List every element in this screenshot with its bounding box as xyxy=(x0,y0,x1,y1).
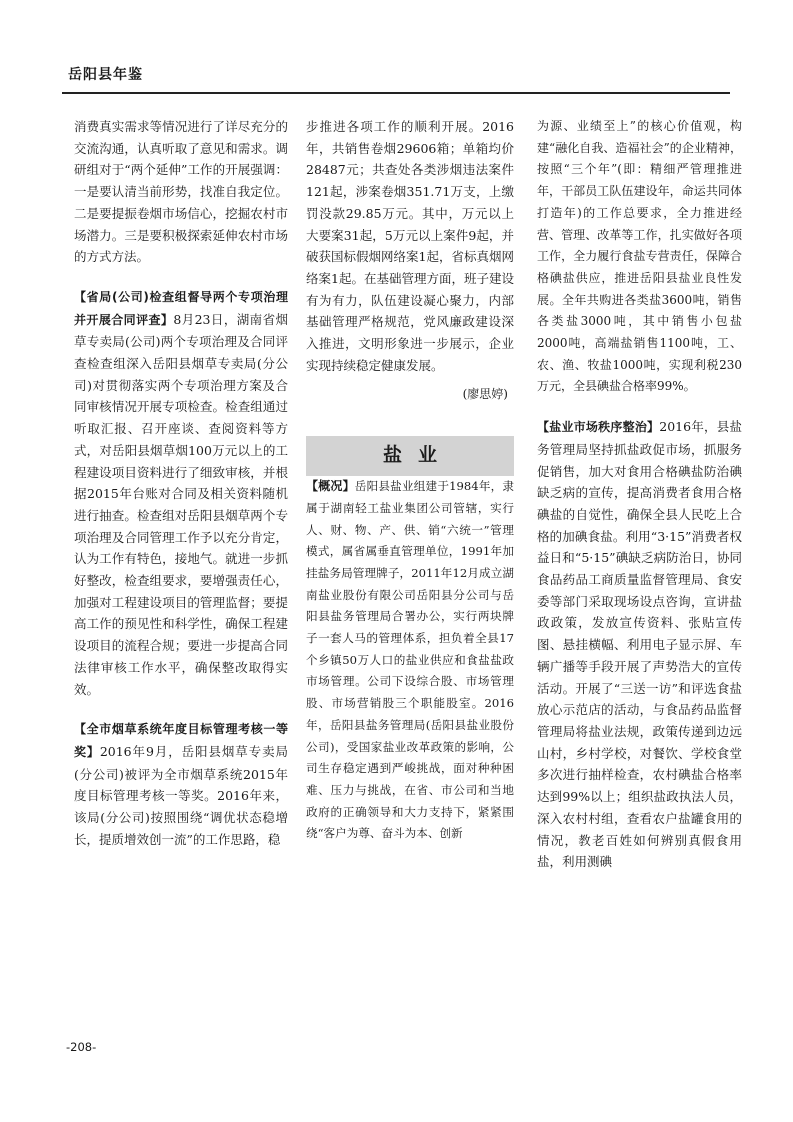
chapter-title: 盐业 xyxy=(382,444,453,467)
section-heading: 【省局(公司)检查组督导两个专项治理并开展合同评查】 xyxy=(74,289,288,327)
header-rule xyxy=(62,92,730,94)
running-header: 岳阳县年鉴 xyxy=(68,67,143,83)
paragraph: 为源、业绩至上”的核心价值观，构建“融化自我、造福社会”的企业精神，按照“三个年”(即：精细严管理推进年，干部员工队伍建设年，命运共同体打造年)的工作总要求，全力推进经营、管理、改革等工作，扎实做好各项工作，全力履行食盐专营责任，保障合格碘盐供应，推进岳阳县盐业良性发展。全年共购进各类盐3600吨，销售各类盐3000吨，其中销售小包盐2000吨，高端盐销售1100吨，工、农、渔、牧盐1000吨，实现利税230万元，全县碘盐合格率99%。 xyxy=(537,119,742,394)
chapter-banner xyxy=(306,436,514,476)
paragraph: 消费真实需求等情况进行了详尽充分的交流沟通，认真听取了意见和需求。调研组对于“两个延伸”工作的开展强调：一是要认清当前形势，找准自我定位。二是要提振卷烟市场信心，挖掘农村市场潜力。三是要积极探索延伸农村市场的方式方法。 xyxy=(74,119,288,265)
column-2 xyxy=(306,116,514,845)
section-award xyxy=(74,718,288,850)
author-credit: (廖思婷) xyxy=(462,387,508,402)
section-heading: 【盐业市场秩序整治】 xyxy=(537,420,660,435)
section-inspection xyxy=(74,286,288,700)
section-market-order xyxy=(537,416,742,873)
section-overview xyxy=(306,476,514,845)
section-body: 8月23日，湖南省烟草专卖局(公司)两个专项治理及合同评查检查组深入岳阳县烟草专卖局(分公司)对贯彻落实两个专项治理方案及合同审核情况开展专项检查。检查组通过听取汇报、召开座谈、查阅资料等方式，对岳阳县烟草烟100万元以上的工程建设项目资料进行了细致审核，并根据2015年台账对合同及相关资料随机进行抽查。检查组对岳阳县烟草两个专项治理及合同管理工作予以充分肯定，认为工作有特色，接地气。就进一步抓好整改，检查组要求，要增强责任心，加强对工程建设项目的管理监督；要提高工作的预见性和科学性，确保工程建设项目的流程合规；要进一步提高合同法律审核工作水平，确保整改取得实效。 xyxy=(74,311,288,697)
paragraph: 步推进各项工作的顺利开展。2016年，共销售卷烟29606箱；单箱均价28487元；共查处各类涉烟违法案件121起，涉案卷烟351.71万支，上缴罚没款29.85万元。其中，万元以上大要案31起，5万元以上案件9起，并破获国标假烟网络案1起，省标真烟网络案1起。在基础管理方面，班子建设有为有力，队伍建设凝心聚力，内部基础管理严格规范，党风廉政建设深入推进，文明形象进一步展示，企业实现持续稳定健康发展。 xyxy=(306,119,514,373)
section-body: 2016年，县盐务管理局坚持抓盐政促市场，抓服务促销售，加大对食用合格碘盐防治碘缺乏病的宣传，提高消费者食用合格碘盐的自觉性，确保全县人民吃上合格的加碘食盐。利用“3·15”消费者权益日和“5·15”碘缺乏病防治日，协同食品药品工商质量监督管理局、食安委等部门采取现场设点咨询，宣讲盐政政策，发放宣传资料、张贴宣传图、悬挂横幅、利用电子显示屏、车辆广播等手段开展了声势浩大的宣传活动。开展了“三送一访”和评选食盐放心示范店的活动，与食品药品监督管理局将盐业法规，政策传递到边远山村，乡村学校，对餐饮、学校食堂多次进行抽样检查，农村碘盐合格率达到99%以上；组织盐政执法人员，深入农村村组，查看农户盐罐食用的情况，教老百姓如何辨别真假食用盐，利用测碘 xyxy=(537,419,742,870)
section-body: 岳阳县盐业组建于1984年，隶属于湖南轻工盐业集团公司管辖，实行人、财、物、产、供、销“六统一”管理模式，属省属垂直管理单位，1991年加挂盐务局管理牌子，2011年12月成立湖南盐业股份有限公司岳阳县分公司与岳阳县盐务管理局合署办公，实行两块牌子一套人马的管理体系，担负着全县17个乡镇50万人口的盐业供应和食盐盐政市场管理。公司下设综合股、市场管理股、市场营销股三个职能股室。2016年，岳阳县盐务管理局(岳阳县盐业股份公司)，受国家盐业改革政策的影响，公司生存稳定遇到严峻挑战，面对种种困难、压力与挑战，在省、市公司和当地政府的正确领导和大力支持下，紧紧围绕“客户为尊、奋斗为本、创新 xyxy=(306,479,514,841)
section-heading: 【全市烟草系统年度目标管理考核一等奖】 xyxy=(74,722,288,759)
column-1 xyxy=(74,116,288,851)
column-3 xyxy=(537,116,742,873)
section-heading: 【概况】 xyxy=(306,479,355,494)
page-number: -208- xyxy=(66,1040,97,1054)
section-body: 2016年9月，岳阳县烟草专卖局(分公司)被评为全市烟草系统2015年度目标管理考核一等奖。2016年来，该局(分公司)按照围绕“调优状态稳增长，提质增效创一流”的工作思路，稳 xyxy=(74,743,288,847)
